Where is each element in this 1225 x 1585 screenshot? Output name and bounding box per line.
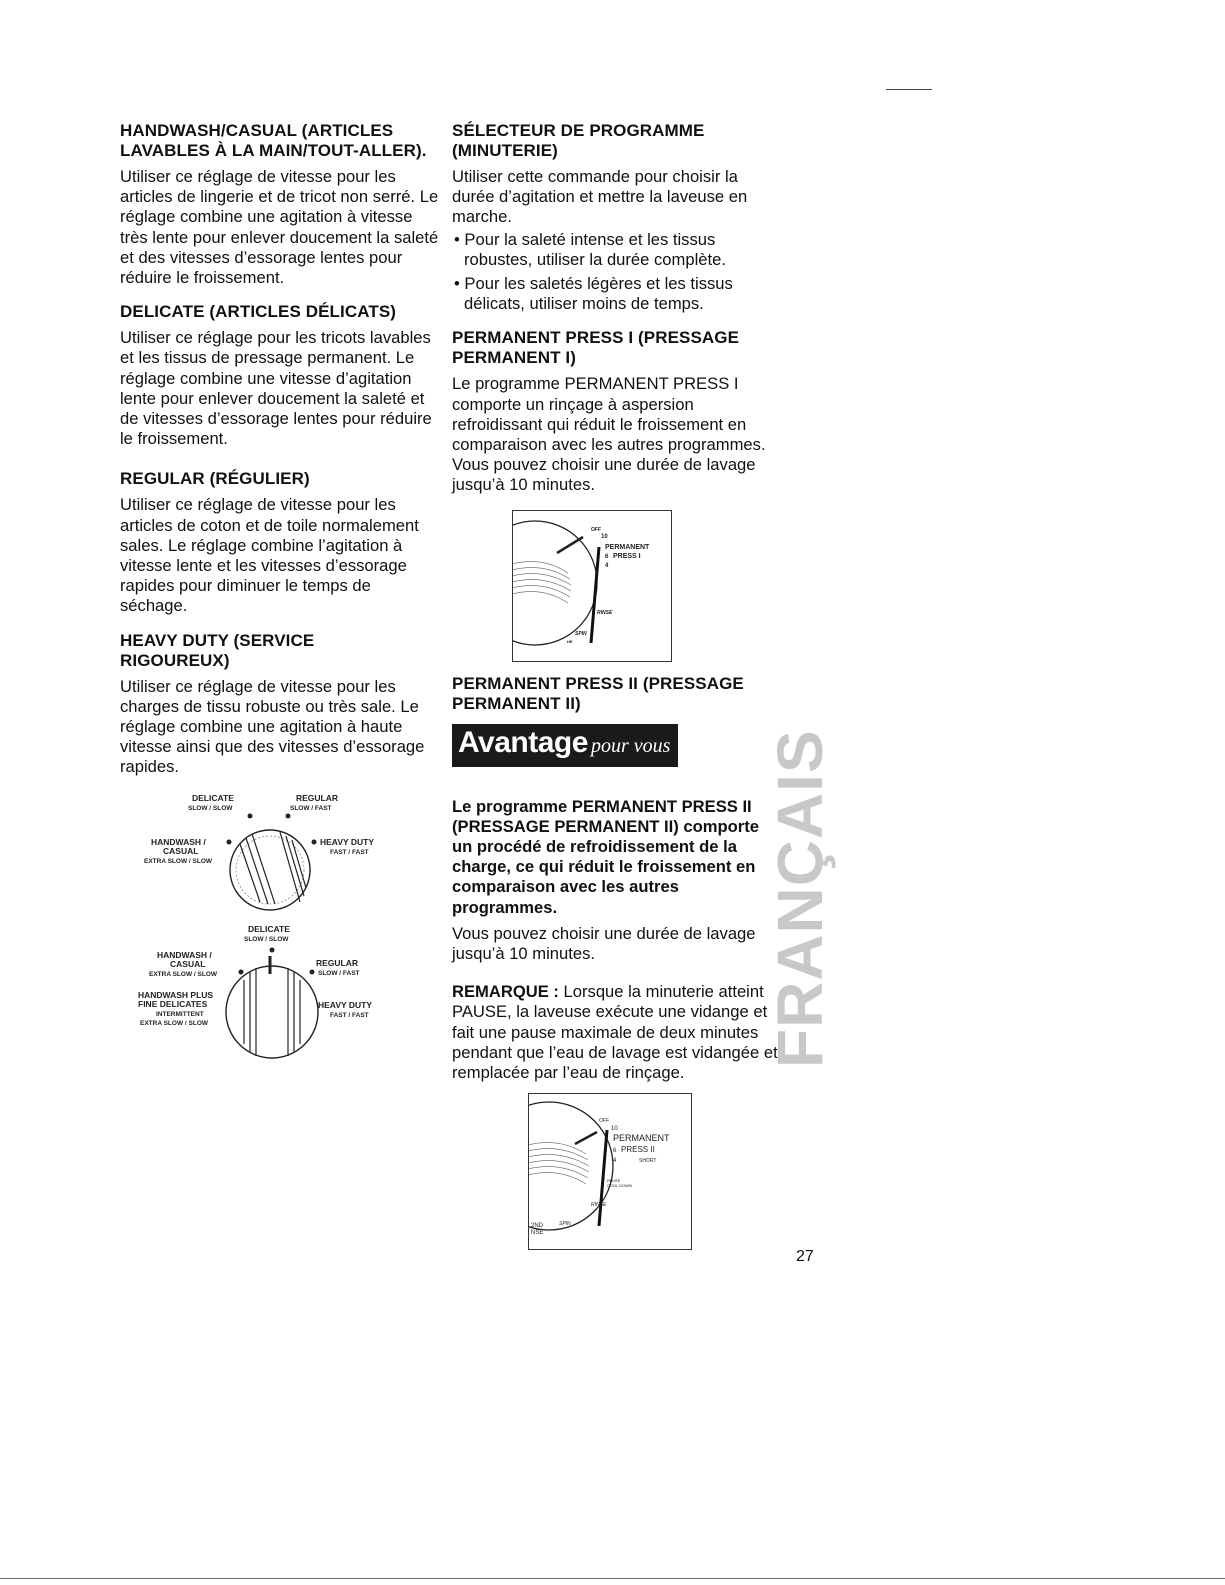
- timer-label: PERMANENT: [613, 1133, 670, 1144]
- section-bold-body: Le programme PERMANENT PRESS II (PRESSAGE PERMANENT II) comporte un procédé de refroidissement de la charge, ce qui réduit le froissement en comparaison avec les autres programmes.: [452, 796, 760, 917]
- section-title: HEAVY DUTY (SERVICE RIGOUREUX): [120, 630, 315, 670]
- timer-label: SPIN: [575, 630, 587, 637]
- section-body: Utiliser ce réglage de vitesse pour les charges de tissu robuste ou très sale. Le réglage combine une agitation à haute vitesse ainsi que des vitesses d’essorage rapides.: [120, 676, 425, 777]
- timer-tick: 10: [611, 1126, 618, 1133]
- bottom-rule: [0, 1578, 1225, 1579]
- dial-label: HEAVY DUTY: [318, 999, 373, 1010]
- section-permanent-press-1: [452, 328, 782, 495]
- section-title: SÉLECTEUR DE PROGRAMME (MINUTERIE): [452, 121, 705, 160]
- timer-dial-permanent-press-2: [528, 1093, 692, 1250]
- dial-label: REGULAR: [296, 792, 339, 803]
- bullet-item: • Pour les saletés légères et les tissus délicats, utiliser moins de temps.: [452, 274, 782, 314]
- dial-sublabel: EXTRA SLOW / SLOW: [144, 857, 213, 865]
- dial-label: FINE DELICATES: [138, 998, 208, 1009]
- dial-sublabel: FAST / FAST: [330, 1011, 369, 1019]
- dial-label: HEAVY DUTY: [320, 836, 375, 847]
- top-rule: [886, 89, 932, 90]
- section-heavy-duty: [120, 631, 440, 778]
- dial-sublabel: SLOW / FAST: [290, 804, 332, 812]
- section-title: DELICATE (ARTICLES DÉLICATS): [120, 302, 397, 322]
- timer-label: PRESS I: [613, 552, 641, 560]
- timer-label: PAUSE: [607, 1178, 621, 1184]
- dial-sublabel: EXTRA SLOW / SLOW: [149, 970, 218, 978]
- dial-sublabel: SLOW / FAST: [318, 969, 360, 977]
- speed-dial-4-position: [120, 792, 410, 912]
- timer-dial-permanent-press-1: [512, 510, 672, 662]
- timer-tick: HE: [567, 638, 573, 644]
- timer-label: SPIN: [559, 1221, 571, 1228]
- timer-label: PERMANENT: [605, 543, 650, 551]
- banner-italic: pour vous: [590, 734, 671, 757]
- remarque-note: [452, 982, 782, 1083]
- right-column: [452, 121, 782, 1250]
- timer-tick: 4: [605, 562, 609, 569]
- section-delicate: [120, 302, 440, 449]
- dial-label: HANDWASH /: [151, 836, 206, 847]
- dial-label: DELICATE: [192, 792, 234, 803]
- bullet-item: • Pour la saleté intense et les tissus robustes, utiliser la durée complète.: [452, 230, 782, 270]
- dial-label: CASUAL: [163, 845, 199, 856]
- dial-label: CASUAL: [170, 958, 206, 969]
- avantage-banner: [452, 724, 678, 767]
- timer-tick: OFF: [599, 1118, 609, 1125]
- dial-label: REGULAR: [316, 957, 359, 968]
- timer-tick: 6: [605, 553, 609, 560]
- timer-label: PRESS II: [621, 1145, 655, 1155]
- section-body: Utiliser ce réglage de vitesse pour les articles de lingerie et de tricot non serré. Le réglage combine une agitation à vitesse très lente pour enlever doucement la saleté et des vitesses d’essorage lentes pour réduire le froissement.: [120, 167, 439, 288]
- section-regular: [120, 469, 440, 616]
- section-selector: [452, 121, 782, 314]
- section-handwash: [120, 121, 440, 288]
- section-body: Utiliser ce réglage de vitesse pour les articles de coton et de toile normalement sales. Le réglage combine l’agitation à vitesse lente et les vitesses d’essorage rapides pour diminuer le temps de séchage.: [120, 495, 419, 616]
- speed-dial-5-position: [120, 922, 420, 1072]
- bullet-list: [452, 230, 782, 315]
- dial-sublabel: SLOW / SLOW: [244, 935, 289, 943]
- dial-sublabel: EXTRA SLOW / SLOW: [140, 1019, 209, 1027]
- banner-bold: Avantage: [458, 725, 588, 759]
- section-body: Vous pouvez choisir une durée de lavage jusqu’à 10 minutes.: [452, 923, 756, 964]
- dial-label: HANDWASH /: [157, 949, 212, 960]
- section-body: Utiliser cette commande pour choisir la durée d’agitation et mettre la laveuse en marche.: [452, 167, 748, 227]
- section-title: PERMANENT PRESS I (PRESSAGE PERMANENT I): [452, 328, 740, 368]
- timer-tick: 6: [613, 1148, 617, 1155]
- knob: [230, 830, 310, 910]
- section-body: Le programme PERMANENT PRESS I comporte un rinçage à aspersion refroidissant qui réduit le froissement en comparaison avec les autres programmes. Vous pouvez choisir une durée de lavage jusqu’à 10 minutes.: [452, 374, 766, 495]
- section-title: PERMANENT PRESS II (PRESSAGE PERMANENT II): [452, 673, 744, 713]
- dial-sublabel: INTERMITTENT: [156, 1010, 204, 1018]
- left-column: [120, 121, 440, 1072]
- remarque-label: REMARQUE :: [452, 982, 559, 1002]
- page-number: 27: [796, 1248, 814, 1265]
- timer-label: NSE: [531, 1230, 544, 1237]
- timer-label: RINSE: [591, 1202, 607, 1209]
- dial-label: DELICATE: [248, 923, 290, 934]
- timer-tick: OFF: [591, 526, 601, 533]
- timer-tick: 4: [613, 1158, 617, 1165]
- section-body: Utiliser ce réglage pour les tricots lavables et les tissus de pressage permanent. Le réglage combine une vitesse d’agitation lente pour enlever doucement la saleté et de vitesses d’essorage lentes pour réduire le froissement.: [120, 328, 432, 449]
- dial-sublabel: FAST / FAST: [330, 848, 369, 856]
- section-title: HANDWASH/CASUAL (ARTICLES LAVABLES À LA MAIN/TOUT-ALLER).: [120, 121, 427, 160]
- timer-label: RINSE: [597, 609, 613, 616]
- section-title: REGULAR (RÉGULIER): [120, 469, 310, 489]
- section-permanent-press-2: [452, 674, 782, 965]
- timer-label: SHORT: [639, 1158, 657, 1165]
- language-tab-label: FRANÇAIS: [764, 729, 836, 1068]
- dial-label: HANDWASH PLUS: [138, 989, 214, 1000]
- timer-label: COOL DOWN: [607, 1183, 632, 1189]
- timer-tick: 10: [601, 533, 608, 540]
- timer-label: 2ND: [531, 1223, 544, 1230]
- remarque-body: Lorsque la minuterie atteint PAUSE, la laveuse exécute une vidange et fait une pause maximale de deux minutes pendant que l’eau de lavage est vidangée et remplacée par l’eau de rinçage.: [452, 982, 778, 1083]
- knob: [226, 966, 318, 1058]
- dial-sublabel: SLOW / SLOW: [188, 804, 233, 812]
